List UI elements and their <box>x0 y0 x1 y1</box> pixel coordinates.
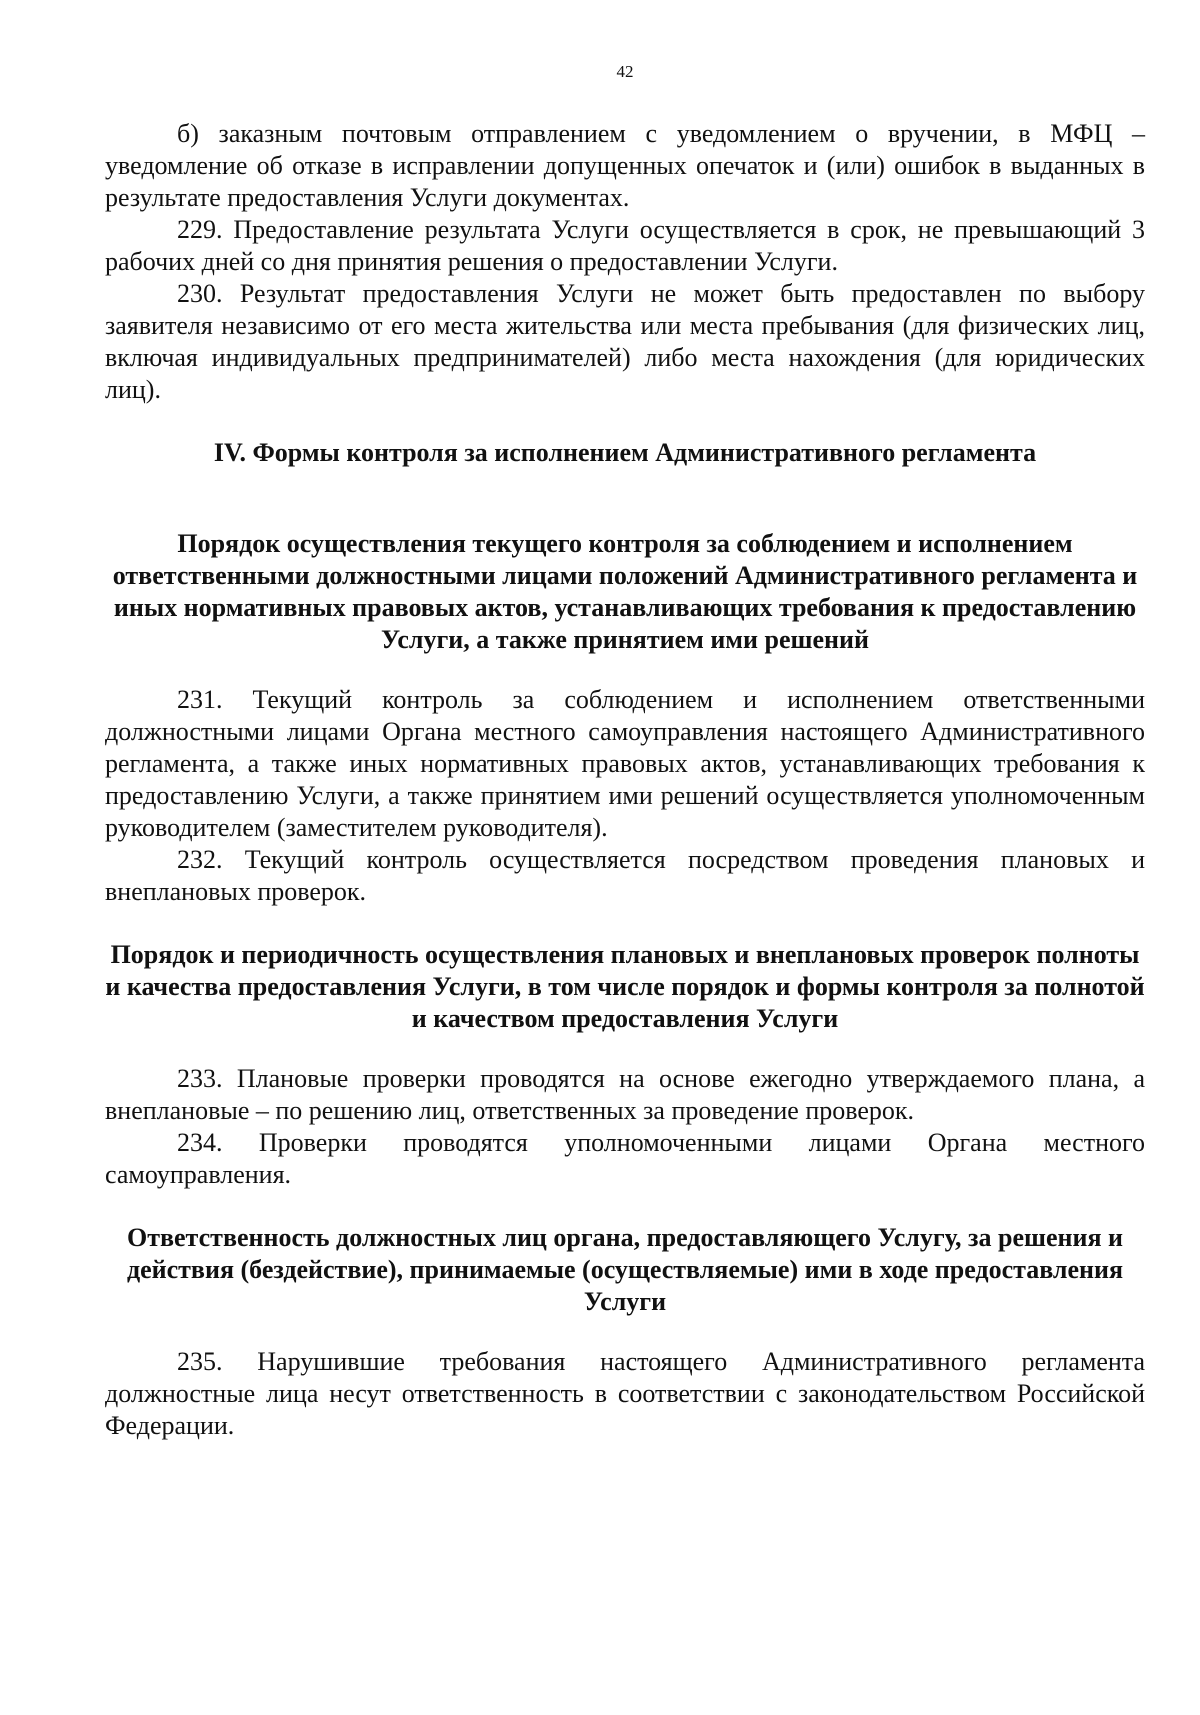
section-iv-title: IV. Формы контроля за исполнением Административного регламента <box>213 438 1037 467</box>
subsection-current-control-title: Порядок осуществления текущего контроля за соблюдением и исполнением ответственными должностными лицами положений Административного регламента и иных нормативных правовых актов, устанавливающих требования к предоставлению Услуги, а также принятием ими решений <box>112 529 1138 654</box>
paragraph-232: 232. Текущий контроль осуществляется посредством проведения плановых и внеплановых проверок. <box>105 845 1145 906</box>
subsection-inspections-title: Порядок и периодичность осуществления плановых и внеплановых проверок полноты и качества предоставления Услуги, в том числе порядок и формы контроля за полнотой и качеством предоставления Услуги <box>105 940 1145 1033</box>
paragraph-235: 235. Нарушившие требования настоящего Административного регламента должностные лица несут ответственность в соответствии с законодательством Российской Федерации. <box>105 1347 1145 1440</box>
paragraph-229: 229. Предоставление результата Услуги осуществляется в срок, не превышающий 3 рабочих дней со дня принятия решения о предоставлении Услуги. <box>105 215 1145 276</box>
paragraph-231: 231. Текущий контроль за соблюдением и исполнением ответственными должностными лицами Органа местного самоуправления настоящего Административного регламента, а также иных нормативных правовых актов, устанавливающих требования к предоставлению Услуги, а также принятием ими решений осуществляется уполномоченным руководителем (заместителем руководителя). <box>105 685 1145 842</box>
document-page <box>105 62 1145 1442</box>
paragraph-234: 234. Проверки проводятся уполномоченными лицами Органа местного самоуправления. <box>105 1128 1145 1189</box>
subsection-responsibility-title: Ответственность должностных лиц органа, предоставляющего Услугу, за решения и действия (бездействие), принимаемые (осуществляемые) ими в ходе предоставления Услуги <box>126 1223 1124 1316</box>
paragraph-230: 230. Результат предоставления Услуги не может быть предоставлен по выбору заявителя независимо от его места жительства или места пребывания (для физических лиц, включая индивидуальных предпринимателей) либо места нахождения (для юридических лиц). <box>105 279 1145 404</box>
paragraph-233: 233. Плановые проверки проводятся на основе ежегодно утверждаемого плана, а внеплановые – по решению лиц, ответственных за проведение проверок. <box>105 1064 1145 1125</box>
paragraph-b: б) заказным почтовым отправлением с уведомлением о вручении, в МФЦ – уведомление об отказе в исправлении допущенных опечаток и (или) ошибок в выданных в результате предоставления Услуги документах. <box>105 119 1145 212</box>
page-number: 42 <box>616 62 634 81</box>
